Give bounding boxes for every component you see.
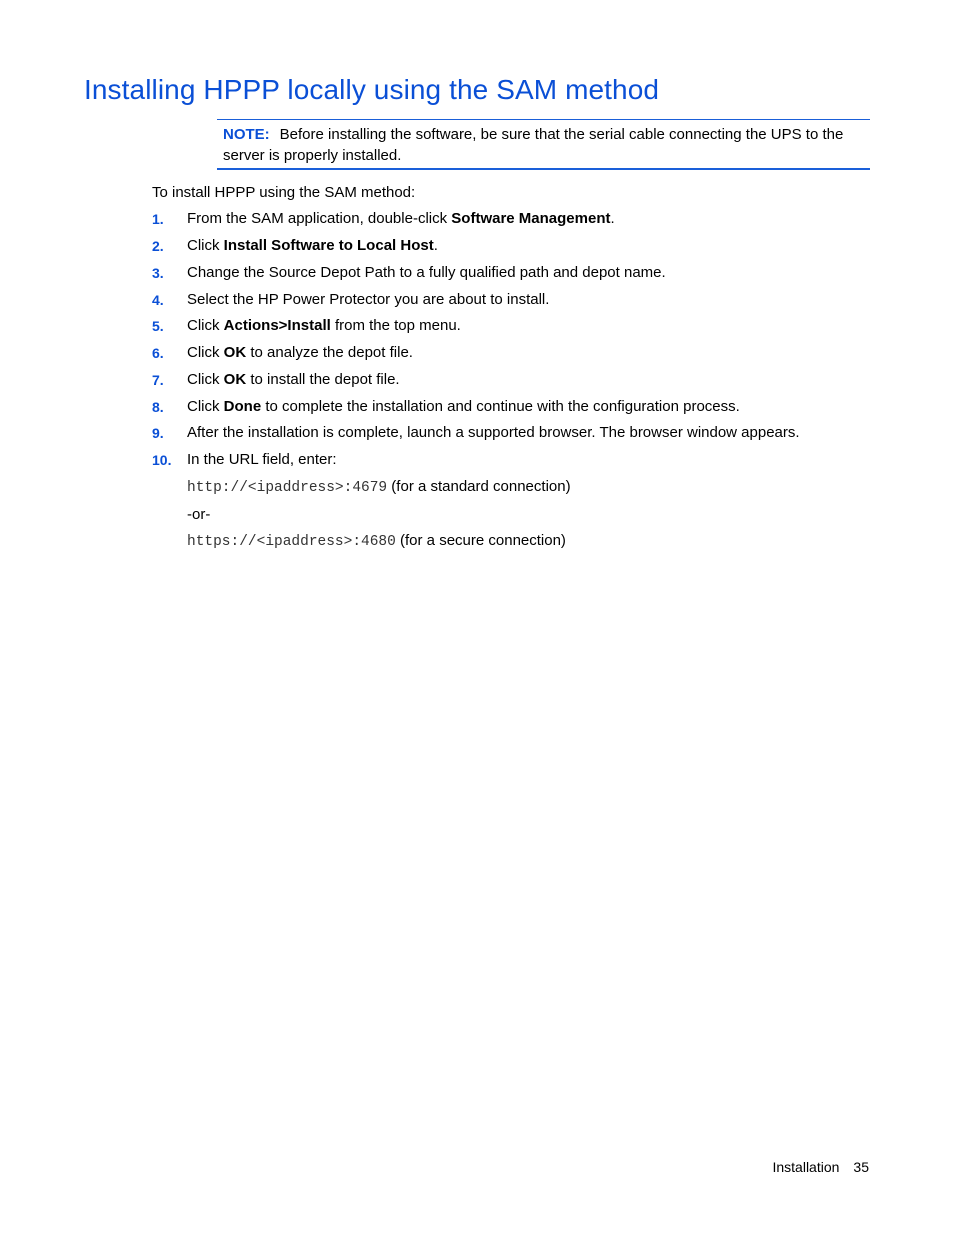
- note-label: NOTE:: [223, 126, 270, 143]
- note-text-block: [223, 124, 858, 166]
- step-number: 6.: [152, 345, 164, 361]
- page-title: Installing HPPP locally using the SAM method: [84, 74, 660, 105]
- step-number: 1.: [152, 211, 164, 227]
- step-text: Click Done to complete the installation and continue with the configuration process.: [187, 398, 740, 415]
- step-text: Click OK to analyze the depot file.: [187, 344, 413, 361]
- url-standard: [187, 477, 571, 498]
- intro-text: To install HPPP using the SAM method:: [152, 184, 416, 201]
- note-body: Before installing the software, be sure that the serial cable connecting the UPS to the server is properly installed.: [223, 126, 844, 164]
- step-number: 8.: [152, 399, 164, 415]
- note-box: [217, 119, 870, 170]
- step-text: Change the Source Depot Path to a fully qualified path and depot name.: [187, 264, 666, 281]
- url-or: -or-: [187, 506, 211, 523]
- url-standard-code: http://<ipaddress>:4679: [187, 480, 388, 496]
- step-number: 10.: [152, 452, 172, 468]
- page-footer: [772, 1157, 869, 1177]
- step-text: In the URL field, enter:: [187, 451, 337, 468]
- step-text: After the installation is complete, launch a supported browser. The browser window appears.: [187, 424, 800, 441]
- step-text: Click Actions>Install from the top menu.: [187, 317, 461, 334]
- step-text: Click OK to install the depot file.: [187, 371, 400, 388]
- step-number: 4.: [152, 292, 164, 308]
- step-number: 2.: [152, 238, 164, 254]
- url-secure-note: (for a secure connection): [395, 532, 566, 549]
- url-standard-note: (for a standard connection): [387, 478, 571, 495]
- step-number: 5.: [152, 318, 164, 334]
- page-number: 35: [853, 1159, 869, 1175]
- footer-section: Installation: [772, 1159, 840, 1175]
- step-number: 9.: [152, 425, 164, 441]
- url-secure-code: https://<ipaddress>:4680: [187, 534, 396, 550]
- url-secure: [187, 531, 566, 552]
- step-number: 3.: [152, 265, 164, 281]
- step-text: Select the HP Power Protector you are about to install.: [187, 291, 550, 308]
- step-number: 7.: [152, 372, 164, 388]
- step-text: Click Install Software to Local Host.: [187, 237, 438, 254]
- step-text: From the SAM application, double-click Software Management.: [187, 210, 615, 227]
